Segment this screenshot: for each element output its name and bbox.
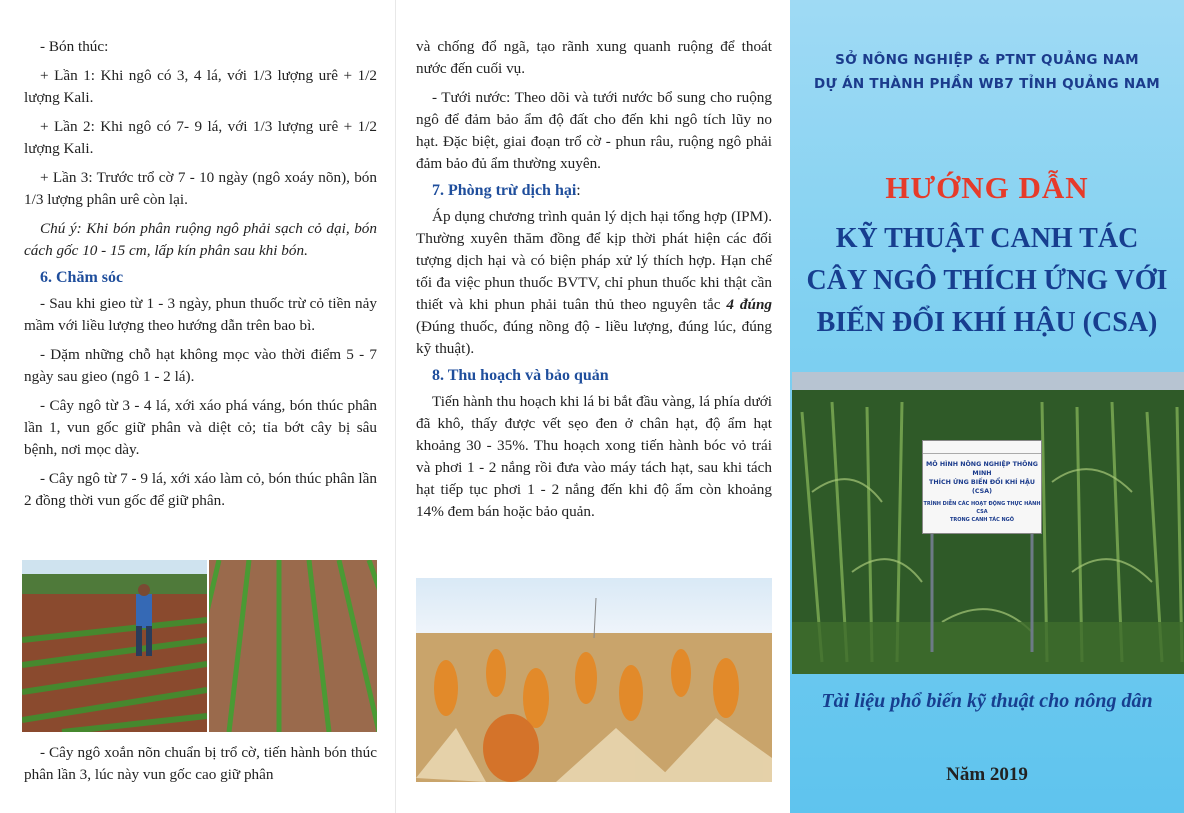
text-lan-3: + Lần 3: Trước trổ cờ 7 - 10 ngày (ngô xoáy nõn), bón 1/3 lượng phân urê còn lại. (24, 169, 377, 208)
text-tuoi-nuoc: - Tưới nước: Theo dõi và tưới nước bổ sung cho ruộng ngô để đảm bảo ẩm độ đất cho đến khi ngô tích lũy no hạt. Đặc biệt, giai đoạn trổ cờ - phun râu, ruộng ngô phải đảm bảo đủ ẩm thường xuyên. (416, 89, 772, 172)
photo-seedling-rows (209, 560, 377, 732)
heading-phong-tru (432, 182, 772, 200)
photo-farmer-field (22, 560, 207, 732)
text-cham-soc-5: - Cây ngô xoắn nõn chuẩn bị trổ cờ, tiến hành bón thúc phân lần 3, lúc này vun gốc cao giữ phân (24, 744, 377, 783)
text-bon-thuc: - Bón thúc: (40, 38, 109, 55)
sign-line-3: TRÌNH DIỄN CÁC HOẠT ĐỘNG THỰC HÀNH CSA (923, 501, 1041, 515)
heading-phong-tru-colon: : (576, 182, 581, 199)
text-lan-1: + Lần 1: Khi ngô có 3, 4 lá, với 1/3 lượng urê + 1/2 lượng Kali. (24, 67, 377, 106)
text-4-dung: 4 đúng (726, 296, 772, 313)
text-phong-tru-a: Áp dụng chương trình quản lý dịch hại tổng hợp (IPM). Thường xuyên thăm đồng để kịp thời phát hiện các đối tượng dịch hại và có biện pháp xử lý thích hợp. Hạn chế tối đa việc phun thuốc BVTV, chỉ phun thuốc khi thật cần thiết và khi phun phải tuân thủ theo nguyên tắc (416, 208, 772, 313)
cover-panel (790, 0, 1184, 813)
org-line-1: SỞ NÔNG NGHIỆP & PTNT QUẢNG NAM (835, 52, 1139, 68)
text-chong-do-nga: và chống đổ ngã, tạo rãnh xung quanh ruộng để thoát nước đến cuối vụ. (416, 38, 772, 77)
heading-phong-tru-text: 7. Phòng trừ dịch hại (432, 182, 577, 199)
text-cham-soc-1: - Sau khi gieo từ 1 - 3 ngày, phun thuốc trừ cỏ tiền nảy mầm với liều lượng theo hướng dẫn trên bao bì. (24, 295, 377, 334)
text-lan-2: + Lần 2: Khi ngô có 7- 9 lá, với 1/3 lượng urê + 1/2 lượng Kali. (24, 118, 377, 157)
sign-line-1: MÔ HÌNH NÔNG NGHIỆP THÔNG MINH (926, 461, 1038, 477)
sign-line-2: THÍCH ỨNG BIẾN ĐỔI KHÍ HẬU (CSA) (929, 479, 1035, 495)
photo-csa-corn-field (792, 372, 1184, 674)
title-line-2: KỸ THUẬT CANH TÁC (835, 223, 1139, 254)
org-line-2: DỰ ÁN THÀNH PHẦN WB7 TỈNH QUẢNG NAM (814, 76, 1160, 92)
text-note: Chú ý: Khi bón phân ruộng ngô phải sạch cỏ dại, bón cách gốc 10 - 15 cm, lấp kín phân sau khi bón. (24, 220, 377, 259)
title-huong-dan: HƯỚNG DẪN (885, 170, 1089, 205)
heading-cham-soc: 6. Chăm sóc (40, 269, 124, 286)
cover-tagline: Tài liệu phổ biến kỹ thuật cho nông dân (821, 690, 1153, 712)
text-thu-hoach: Tiến hành thu hoạch khi lá bi bắt đầu vàng, lá phía dưới đã khô, thấy được vết sẹo đen ở chân hạt, độ ẩm hạt khoảng 30 - 35%. Thu hoạch xong tiến hành bóc vỏ trái và phơi 1 - 2 nắng rồi đưa vào máy tách hạt, sau khi tách hạt tiếp tục phơi 1 - 2 nắng đến khi độ ẩm còn khoảng 14% đem bán hoặc bảo quản. (416, 393, 772, 520)
title-line-4: BIẾN ĐỔI KHÍ HẬU (CSA) (816, 307, 1158, 338)
photo-corn-harvest (416, 578, 772, 782)
text-cham-soc-2: - Dặm những chỗ hạt không mọc vào thời điểm 5 - 7 ngày sau gieo (ngô 1 - 2 lá). (24, 346, 377, 385)
text-phong-tru-b: (Đúng thuốc, đúng nồng độ - liều lượng, đúng lúc, đúng kỹ thuật). (416, 318, 772, 357)
text-cham-soc-4: - Cây ngô từ 7 - 9 lá, xới xáo làm cỏ, bón thúc phân lần 2 đồng thời vun gốc để giữ phân. (24, 470, 377, 509)
heading-thu-hoach: 8. Thu hoạch và bảo quản (432, 367, 609, 384)
sign-line-4: TRONG CANH TÁC NGÔ (949, 517, 1015, 523)
text-phong-tru (416, 206, 772, 360)
text-cham-soc-3: - Cây ngô từ 3 - 4 lá, xới xáo phá váng, bón thúc phân lần 1, vun gốc giữ phân và diệt cỏ; tỉa bớt cây bị sâu bệnh, nơi mọc dày. (24, 397, 377, 458)
csa-sign (922, 440, 1042, 534)
title-line-3: CÂY NGÔ THÍCH ỨNG VỚI (806, 265, 1168, 296)
cover-year: Năm 2019 (946, 764, 1028, 785)
